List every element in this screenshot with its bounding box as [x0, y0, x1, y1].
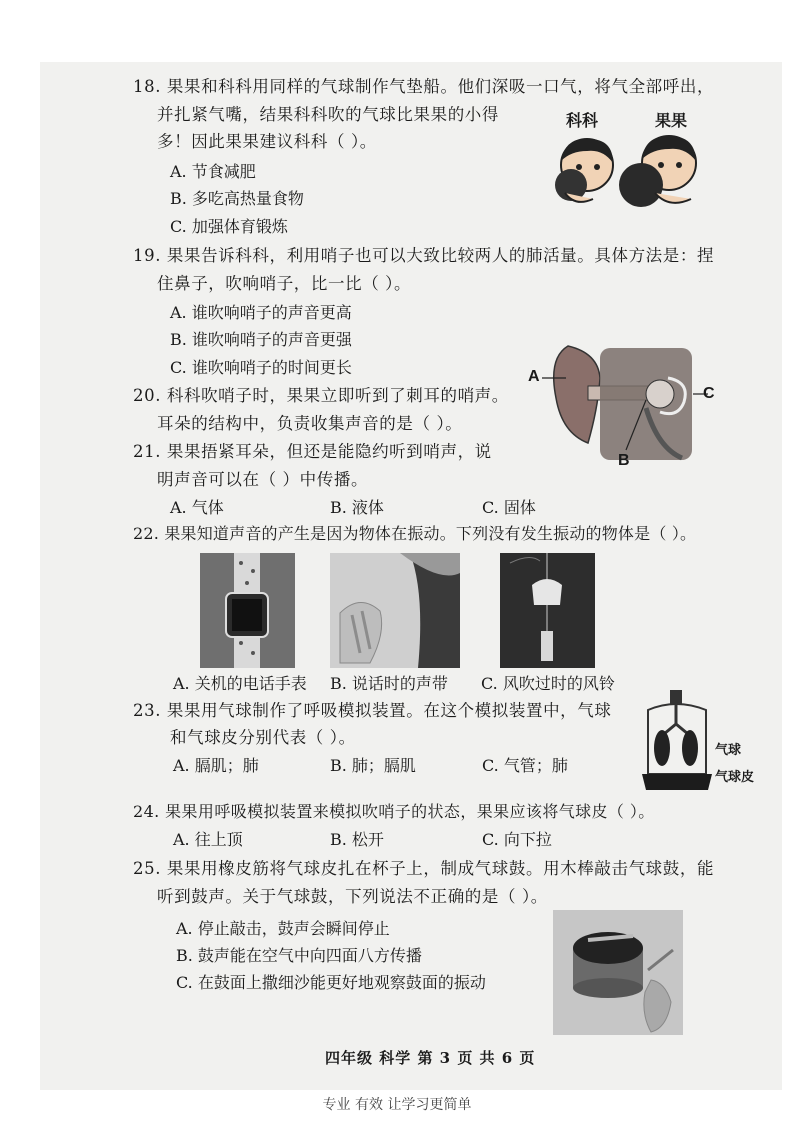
q19-option-a[interactable]: A. 谁吹响哨子的声音更高 [170, 303, 352, 322]
q24-option-a[interactable]: A. 往上顶 [173, 830, 243, 849]
ear-label-c: C [703, 385, 715, 402]
q18-option-a[interactable]: A. 节食减肥 [170, 162, 256, 181]
ear-label-a: A [528, 368, 540, 385]
q20-line-1: 20. 科科吹哨子时，果果立即听到了刺耳的哨声。 [133, 386, 509, 405]
q19-line-1: 19. 果果告诉科科，利用哨子也可以大致比较两人的肺活量。具体方法是：捏 [133, 246, 715, 265]
q23-option-a[interactable]: A. 膈肌；肺 [173, 756, 259, 775]
q22-option-c[interactable]: C. 风吹过时的风铃 [481, 674, 615, 693]
q23-line-1: 23. 果果用气球制作了呼吸模拟装置。在这个模拟装置中，气球 [133, 701, 612, 720]
breathing-model-diagram [636, 690, 718, 792]
q23-option-c[interactable]: C. 气管；肺 [482, 756, 568, 775]
model-label-balloon: 气球 [715, 743, 742, 758]
model-label-membrane: 气球皮 [715, 770, 755, 785]
q18-label-keke: 科科 [566, 111, 599, 130]
q18-line-2: 并扎紧气嘴，结果科科吹的气球比果果的小得 [157, 105, 499, 124]
q21-option-c[interactable]: C. 固体 [482, 498, 536, 517]
q21-line-2: 明声音可以在（ ）中传播。 [157, 470, 369, 489]
q19-option-b[interactable]: B. 谁吹响哨子的声音更强 [170, 330, 352, 349]
q18-option-b[interactable]: B. 多吃高热量食物 [170, 189, 304, 208]
q25-option-b[interactable]: B. 鼓声能在空气中向四面八方传播 [176, 946, 422, 965]
windchime-photo [500, 553, 595, 668]
balloon-drum-photo [553, 910, 683, 1035]
q25-option-c[interactable]: C. 在鼓面上撒细沙能更好地观察鼓面的振动 [176, 973, 486, 992]
slogan: 专业 有效 让学习更简单 [322, 1097, 472, 1113]
q18-option-c[interactable]: C. 加强体育锻炼 [170, 217, 288, 236]
q21-option-b[interactable]: B. 液体 [330, 498, 384, 517]
q19-line-2: 住鼻子，吹响哨子，比一比（ ）。 [157, 274, 412, 293]
q25-line-1: 25. 果果用橡皮筋将气球皮扎在杯子上，制成气球鼓。用木棒敲击气球鼓，能 [133, 859, 715, 878]
q19-option-c[interactable]: C. 谁吹响哨子的时间更长 [170, 358, 352, 377]
q24-line-1: 24. 果果用呼吸模拟装置来模拟吹哨子的状态，果果应该将气球皮（ ）。 [133, 802, 655, 821]
q23-line-2: 和气球皮分别代表（ ）。 [170, 728, 356, 747]
q25-line-2: 听到鼓声。关于气球鼓，下列说法不正确的是（ ）。 [157, 887, 548, 906]
q21-line-1: 21. 果果捂紧耳朵，但还是能隐约听到哨声，说 [133, 442, 492, 461]
q21-option-a[interactable]: A. 气体 [170, 498, 224, 517]
q24-option-b[interactable]: B. 松开 [330, 830, 384, 849]
throat-photo [330, 553, 460, 668]
q18-line-1: 18. 果果和科科用同样的气球制作气垫船。他们深吸一口气，将气全部呼出， [133, 77, 715, 96]
balloon-kids-illustration [545, 133, 715, 211]
watch-photo [200, 553, 295, 668]
q24-option-c[interactable]: C. 向下拉 [482, 830, 552, 849]
q23-option-b[interactable]: B. 肺；膈肌 [330, 756, 416, 775]
q18-line-3: 多！因此果果建议科科（ ）。 [157, 132, 377, 151]
page-footer: 四年级 科学 第 3 页 共 6 页 [325, 1049, 536, 1067]
q22-option-a[interactable]: A. 关机的电话手表 [173, 674, 307, 693]
ear-diagram [528, 338, 728, 468]
q22-line-1: 22. 果果知道声音的产生是因为物体在振动。下列没有发生振动的物体是（ ）。 [133, 524, 697, 543]
ear-label-b: B [618, 452, 630, 469]
q18-label-guoguo: 果果 [655, 111, 688, 130]
q22-option-b[interactable]: B. 说话时的声带 [330, 674, 448, 693]
q25-option-a[interactable]: A. 停止敲击，鼓声会瞬间停止 [176, 919, 390, 938]
q20-line-2: 耳朵的结构中，负责收集声音的是（ ）。 [157, 414, 463, 433]
